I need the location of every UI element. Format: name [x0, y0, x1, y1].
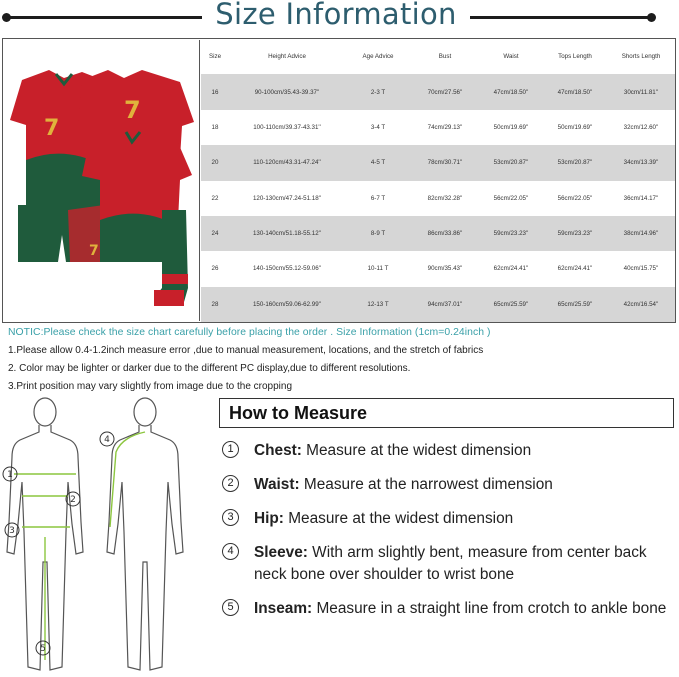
cell-waist: 56cm/22.05'' [493, 194, 529, 202]
jersey-number-left: 7 [44, 116, 60, 141]
marker-inseam: 5 [40, 644, 46, 654]
cell-bust: 82cm/32.28'' [427, 194, 463, 202]
size-table [201, 39, 675, 322]
measure-desc: With arm slightly bent, measure from center back neck bone over shoulder to wrist bone [254, 544, 647, 583]
cell-size: 28 [211, 300, 219, 308]
measure-term: Chest: [254, 442, 302, 459]
measure-lines [14, 432, 145, 660]
cell-size: 24 [211, 230, 219, 238]
header-bust: Bust [438, 53, 452, 61]
step-number: 3 [222, 509, 239, 526]
cell-tops-length: 53cm/20.87'' [557, 159, 593, 167]
cell-waist: 47cm/18.50'' [493, 88, 529, 96]
title-bar [0, 0, 679, 34]
cell-size: 16 [211, 88, 219, 96]
cell-size: 20 [211, 159, 219, 167]
title-rule-left [6, 16, 202, 19]
marker-hip: 3 [9, 526, 15, 536]
note-item: 2. Color may be lighter or darker due to the different PC display,due to different resolutions. [8, 363, 411, 374]
kit-photo [4, 40, 200, 321]
marker-sleeve: 4 [104, 435, 110, 445]
header-age: Age Advice [362, 53, 394, 61]
jersey-kit-illustration [4, 40, 200, 321]
measure-term: Waist: [254, 476, 300, 493]
marker-waist: 2 [70, 495, 76, 505]
cell-age: 10-11 T [367, 265, 389, 273]
measure-desc: Measure at the widest dimension [301, 442, 532, 459]
table-row [201, 110, 675, 145]
cell-age: 12-13 T [367, 300, 389, 308]
cell-waist: 59cm/23.23'' [493, 230, 529, 238]
cell-age: 2-3 T [370, 88, 386, 96]
table-row [201, 74, 675, 109]
cell-tops-length: 56cm/22.05'' [557, 194, 593, 202]
table-row [201, 287, 675, 322]
cell-age: 6-7 T [370, 194, 386, 202]
cell-shorts-length: 30cm/11.81'' [623, 88, 659, 96]
measure-desc: Measure at the narrowest dimension [299, 476, 553, 493]
table-row [201, 251, 675, 286]
marker-chest: 1 [7, 470, 13, 480]
cell-shorts-length: 34cm/13.39'' [623, 159, 659, 167]
cell-shorts-length: 32cm/12.60'' [623, 123, 659, 131]
header-height: Height Advice [268, 53, 306, 61]
cell-tops-length: 50cm/19.69'' [557, 123, 593, 131]
cell-tops-length: 59cm/23.23'' [557, 230, 593, 238]
size-chart [2, 38, 676, 323]
cell-bust: 78cm/30.71'' [427, 159, 463, 167]
cell-bust: 86cm/33.86'' [427, 230, 463, 238]
title-dot-right [647, 13, 656, 22]
body-measure-figures [0, 392, 215, 677]
shorts-number: 7 [89, 243, 99, 259]
page-title: Size Information [215, 0, 457, 31]
table-header-row [201, 39, 675, 74]
body-outline-illustration [0, 392, 215, 677]
cell-size: 26 [211, 265, 219, 273]
cell-height: 100-110cm/39.37-43.31'' [253, 123, 321, 131]
table-row [201, 145, 675, 180]
header-size: Size [208, 53, 222, 61]
measure-term: Inseam: [254, 600, 313, 617]
cell-shorts-length: 36cm/14.17'' [623, 194, 659, 202]
how-to-measure-header [219, 398, 674, 428]
cell-shorts-length: 38cm/14.96'' [623, 230, 659, 238]
jersey-number-middle: 7 [124, 96, 141, 124]
header-tops-length: Tops Length [558, 53, 592, 61]
cell-tops-length: 62cm/24.41'' [557, 265, 593, 273]
cell-height: 130-140cm/51.18-55.12'' [252, 230, 322, 238]
measure-term: Sleeve: [254, 544, 308, 561]
measure-desc: Measure at the widest dimension [283, 510, 514, 527]
measure-desc: Measure in a straight line from crotch to ankle bone [312, 600, 667, 617]
cell-tops-length: 65cm/25.59'' [557, 300, 593, 308]
cell-size: 22 [211, 194, 219, 202]
note-item: 1.Please allow 0.4-1.2inch measure error ,due to manual measurement, locations, and the stretch of fabrics [8, 345, 484, 356]
header-waist: Waist [503, 53, 519, 61]
cell-shorts-length: 40cm/15.75'' [623, 265, 659, 273]
header-shorts-length: Shorts Length [621, 53, 661, 61]
cell-height: 110-120cm/43.31-47.24'' [253, 159, 321, 167]
note-item: 3.Print position may vary slightly from image due to the cropping [8, 381, 293, 392]
table-row [201, 181, 675, 216]
cell-height: 120-130cm/47.24-51.18'' [252, 194, 322, 202]
notice-text: NOTIC:Please check the size chart carefully before placing the order . Size Information (1cm=0.24inch ) [8, 327, 491, 338]
cell-tops-length: 47cm/18.50'' [557, 88, 593, 96]
cell-bust: 94cm/37.01'' [427, 300, 463, 308]
step-number: 4 [222, 543, 239, 560]
cell-height: 150-160cm/59.06-62.99'' [252, 300, 322, 308]
cell-bust: 70cm/27.56'' [427, 88, 463, 96]
cell-age: 4-5 T [370, 159, 386, 167]
step-number: 1 [222, 441, 239, 458]
step-number: 5 [222, 599, 239, 616]
cell-waist: 65cm/25.59'' [493, 300, 529, 308]
how-to-measure-title: How to Measure [229, 403, 368, 423]
cell-size: 18 [211, 123, 219, 131]
table-row [201, 216, 675, 251]
cell-shorts-length: 42cm/16.54'' [623, 300, 659, 308]
cell-waist: 50cm/19.69'' [493, 123, 529, 131]
cell-height: 140-150cm/55.12-59.06'' [252, 265, 322, 273]
cell-age: 3-4 T [370, 123, 386, 131]
cell-waist: 53cm/20.87'' [493, 159, 529, 167]
cell-bust: 74cm/29.13'' [427, 123, 463, 131]
step-number: 2 [222, 475, 239, 492]
measure-term: Hip: [254, 510, 284, 527]
cell-waist: 62cm/24.41'' [493, 265, 529, 273]
title-rule-right [470, 16, 650, 19]
cell-bust: 90cm/35.43'' [427, 265, 463, 273]
cell-age: 8-9 T [370, 230, 386, 238]
cell-height: 90-100cm/35.43-39.37'' [254, 88, 320, 96]
